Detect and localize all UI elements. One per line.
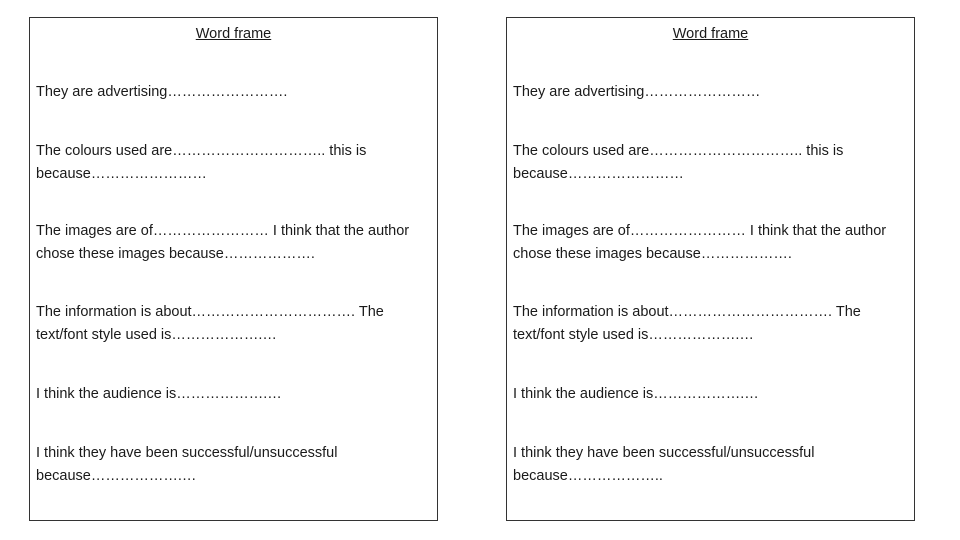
prompt-images: The images are of…………………… I think that the author chose these images because………………. bbox=[513, 223, 887, 262]
prompt-advertising: They are advertising……………………. bbox=[36, 84, 288, 100]
prompt-colours: The colours used are………………………….. this is because…………………… bbox=[36, 143, 367, 182]
frame-title: Word frame bbox=[672, 26, 749, 42]
word-frame-left bbox=[29, 17, 438, 521]
prompt-images: The images are of…………………… I think that the author chose these images because………………. bbox=[36, 223, 410, 262]
prompt-audience: I think the audience is……………….… bbox=[513, 386, 759, 402]
prompt-success: I think they have been successful/unsuccessful because……………….. bbox=[513, 445, 815, 484]
prompt-information: The information is about……………………………. The text/font style used is……………….… bbox=[513, 304, 861, 343]
prompt-information: The information is about……………………………. The text/font style used is……………….… bbox=[36, 304, 384, 343]
prompt-success: I think they have been successful/unsuccessful because……………….… bbox=[36, 445, 338, 484]
frame-title: Word frame bbox=[195, 26, 272, 42]
word-frame-right bbox=[506, 17, 915, 521]
prompt-colours: The colours used are………………………….. this is because…………………… bbox=[513, 143, 844, 182]
prompt-advertising: They are advertising…………………… bbox=[513, 84, 761, 100]
prompt-audience: I think the audience is……………….… bbox=[36, 386, 282, 402]
